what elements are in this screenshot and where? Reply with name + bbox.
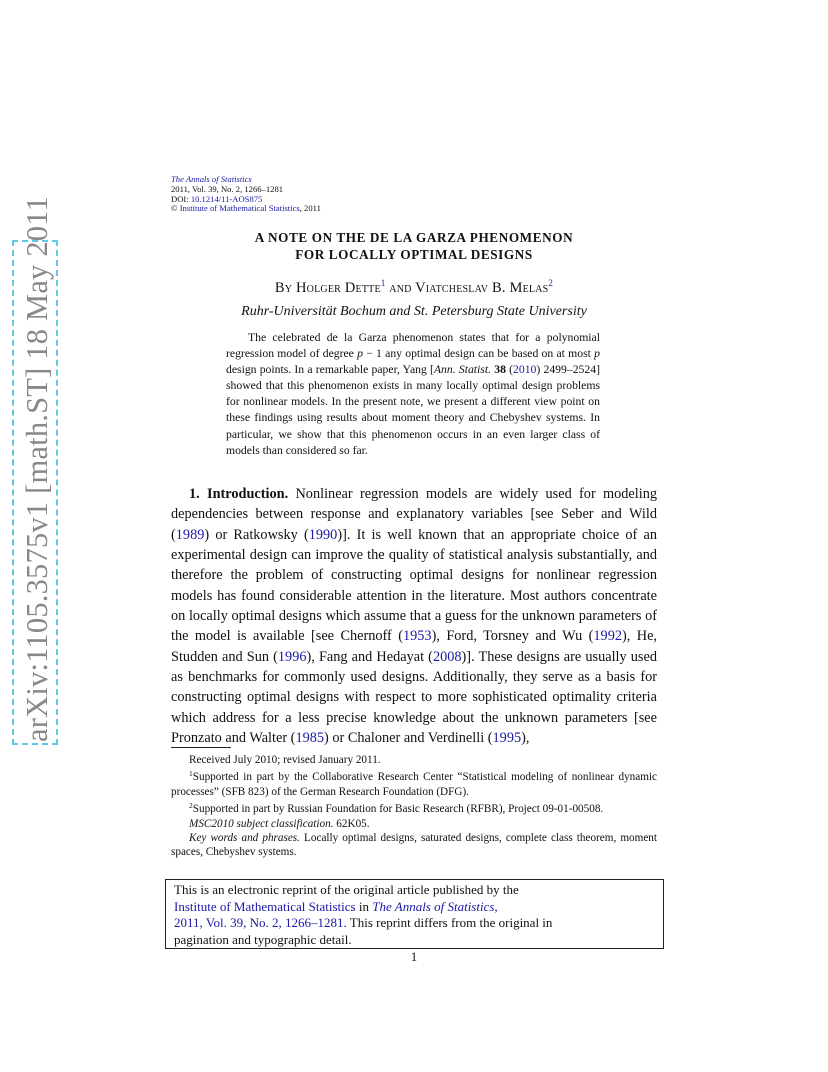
affiliation: Ruhr-Universität Bochum and St. Petersburg State University (241, 304, 587, 319)
keywords: Key words and phrases. Locally optimal designs, saturated designs, complete class theorem, moment spaces, Chebyshev systems. (171, 832, 657, 859)
title-line-2: FOR LOCALLY OPTIMAL DESIGNS (295, 247, 533, 262)
citation-link[interactable]: 1996 (277, 648, 307, 665)
reprint-notice: This is an electronic reprint of the original article published by the Institute of Mathematical Statistics in The Annals of Statistics, 2011, Vol. 39, No. 2, 1266–1281. This reprint differs from the original in pagination and typographic detail. (165, 879, 664, 949)
section-heading: 1. Introduction. (189, 486, 289, 502)
citation-link[interactable]: 1992 (593, 628, 622, 645)
introduction-paragraph: 1. Introduction. Nonlinear regression models are widely used for modeling dependencies between response and explanatory variables [see Seber and Wild (1989) or Ratkowsky (1990)]. It is well known that an appropriate choice of an experimental design can improve the quality of statistical analysis substantially, and therefore the problem of constructing optimal designs for nonlinear regression models has found considerable attention in the literature. Most authors concentrate on locally optimal designs which assume that a guess for the unknown parameters of the model is available [see Chernoff (1953), Ford, Torsney and Wu (1992), He, Studden and Sun (1996), Fang and Hedayat (2008)]. These designs are usually used as benchmarks for commonly used designs. Additionally, they serve as a basis for constructing optimal designs with respect to more sophisticated optimality criteria which address for a less precise knowledge about the unknown parameters [see Pronzato and Walter (1985) or Chaloner and Verdinelli (1995), (171, 486, 657, 747)
author-line (171, 278, 657, 297)
abstract: The celebrated de la Garza phenomenon states that for a polynomial regression model of degree p − 1 any optimal design can be based on at most p design points. In a remarkable paper, Yang [Ann. Statist. 38 (2010) 2499–2524] showed that this phenomenon exists in many locally optimal design problems for nonlinear models. In the present note, we present a different view point on these findings using results about moment theory and Chebyshev systems. In particular, we show that this phenomenon occurs in an even larger class of models than considered so far. (226, 331, 600, 457)
copyright-icon: © (171, 203, 178, 214)
footnote-rule (171, 747, 231, 748)
citation-link[interactable]: 1989 (175, 526, 205, 543)
page-number: 1 (410, 950, 418, 964)
received-note: Received July 2010; revised January 2011. (189, 754, 381, 766)
issue-link[interactable]: 2011, Vol. 39, No. 2, 1266–1281 (174, 915, 344, 931)
footnote-2: $^2$Supported in part by Russian Foundation for Basic Research (RFBR), Project 09-01-00508. (189, 801, 604, 816)
citation-link[interactable]: 1990 (308, 526, 338, 543)
journal-link[interactable]: The Annals of Statistics (372, 898, 495, 914)
journal-name-link[interactable]: The Annals of Statistics (171, 174, 252, 184)
author-1-footnote-mark[interactable]: 1 (380, 278, 386, 288)
arxiv-stamp: arXiv:1105.3575v1 [math.ST] 18 May 2011 (20, 195, 54, 742)
author-2: Viatcheslav B. Melas (415, 280, 549, 296)
citation-link[interactable]: 2010 (513, 363, 537, 377)
paper-title (171, 229, 657, 263)
footnotes (171, 753, 657, 860)
citation-link[interactable]: 1953 (402, 628, 432, 645)
journal-header (171, 175, 321, 214)
doi-prefix: DOI: (171, 193, 191, 204)
journal-issue: 2011, Vol. 39, No. 2, 1266–1281 (171, 183, 284, 194)
ims-link[interactable]: Institute of Mathematical Statistics (174, 898, 356, 914)
author-1: Holger Dette (296, 280, 381, 296)
title-line-1: A NOTE ON THE DE LA GARZA PHENOMENON (254, 230, 574, 245)
and-label: and (385, 280, 416, 296)
ims-link[interactable]: Institute of Mathematical Statistics (179, 203, 300, 214)
citation-link[interactable]: 2008 (432, 648, 462, 665)
copyright-year: , 2011 (299, 203, 321, 214)
footnote-1: $^1$Supported in part by the Collaborative Research Center “Statistical modeling of nonlinear dynamic processes” (SFB 823) of the German Research Foundation (DFG). (171, 769, 657, 798)
citation-link[interactable]: 1985 (295, 730, 325, 747)
doi-link[interactable]: 10.1214/11-AOS875 (190, 193, 263, 204)
citation-link[interactable]: 1995 (492, 730, 522, 747)
by-label: By (274, 280, 297, 296)
author-2-footnote-mark[interactable]: 2 (548, 278, 554, 288)
msc-classification: MSC2010 subject classification. 62K05. (189, 817, 370, 830)
